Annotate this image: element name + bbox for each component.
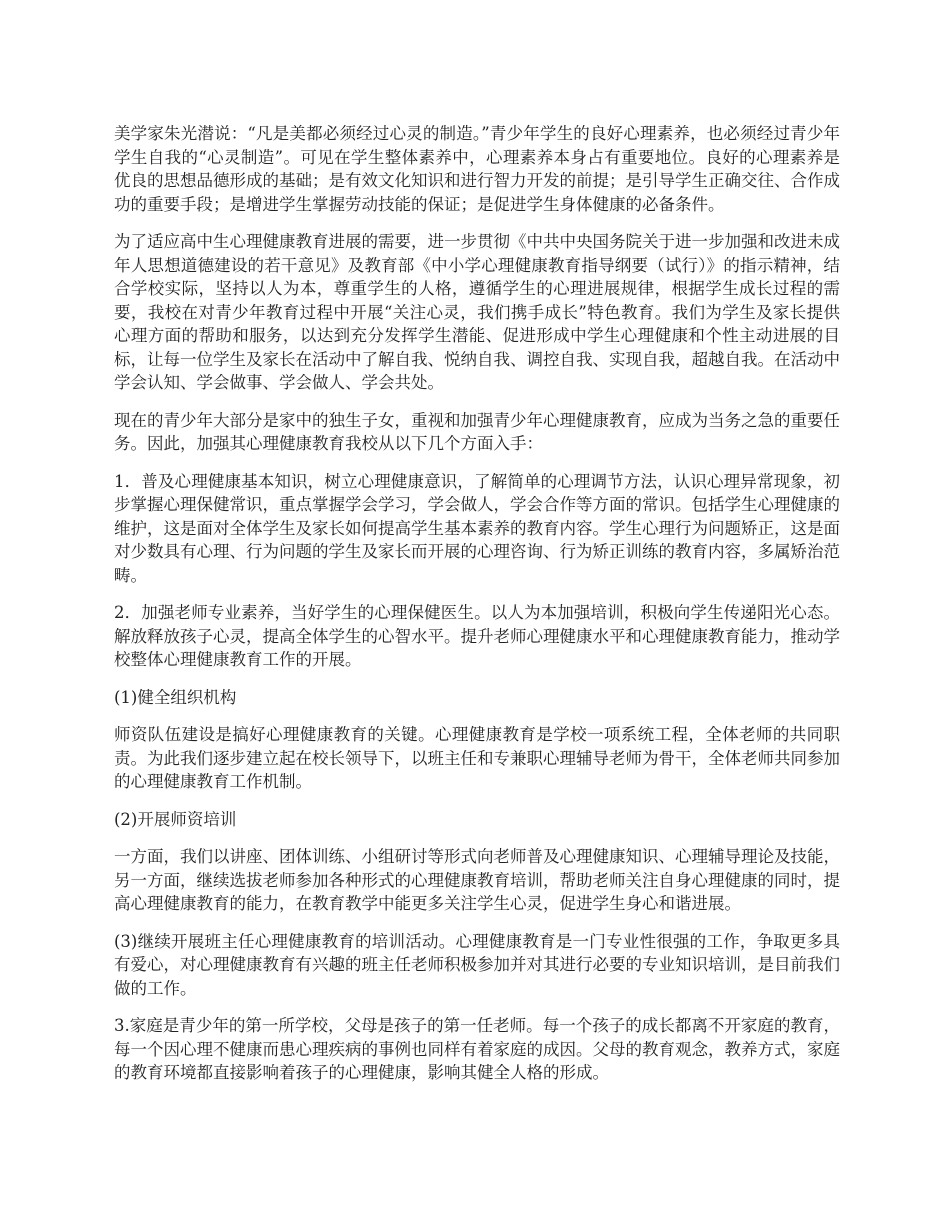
paragraph-intro: 美学家朱光潜说：“凡是美都必须经过心灵的制造。”青少年学生的良好心理素养，也必须经过青少年学生自我的“心灵制造”。可见在学生整体素养中，心理素养本身占有重要地位。良好的心理素养是优良的思想品德形成的基础；是有效文化知识和进行智力开发的前提；是引导学生正确交往、合作成功的重要手段；是增进学生掌握劳动技能的保证；是促进学生身体健康的必备条件。 <box>114 124 840 214</box>
paragraph-point-1: 1．普及心理健康基本知识，树立心理健康意识，了解简单的心理调节方法，认识心理异常现象，初步掌握心理保健常识，重点掌握学会学习，学会做人，学会合作等方面的常识。包括学生心理健康的维护，这是面对全体学生及家长如何提高学生基本素养的教育内容。学生心理行为问题矫正，这是面对少数具有心理、行为问题的学生及家长而开展的心理咨询、行为矫正训练的教育内容，多属矫治范畴。 <box>114 471 840 585</box>
paragraph-point-2: 2．加强老师专业素养，当好学生的心理保健医生。以人为本加强培训，积极向学生传递阳光心态。解放释放孩子心灵，提高全体学生的心智水平。提升老师心理健康水平和心理健康教育能力，推动学校整体心理健康教育工作的开展。 <box>114 603 840 669</box>
document-body <box>114 122 840 1099</box>
subheading-training: (2)开展师资培训 <box>114 809 237 829</box>
paragraph-organization: 师资队伍建设是搞好心理健康教育的关键。心理健康教育是学校一项系统工程，全体老师的共同职责。为此我们逐步建立起在校长领导下，以班主任和专兼职心理辅导老师为骨干，全体老师共同参加的心理健康教育工作机制。 <box>114 725 840 791</box>
paragraph-context: 现在的青少年大部分是家中的独生子女，重视和加强青少年心理健康教育，应成为当务之急的重要任务。因此，加强其心理健康教育我校从以下几个方面入手： <box>114 410 840 453</box>
paragraph-purpose: 为了适应高中生心理健康教育进展的需要，进一步贯彻《中共中央国务院关于进一步加强和改进未成年人思想道德建设的若干意见》及教育部《中小学心理健康教育指导纲要（试行）》的指示精神，结合学校实际，坚持以人为本，尊重学生的人格，遵循学生的心理进展规律，根据学生成长过程的需要，我校在对青少年教育过程中开展“关注心灵，我们携手成长”特色教育。我们为学生及家长提供心理方面的帮助和服务，以达到充分发挥学生潜能、促进形成中学生心理健康和个性主动进展的目标，让每一位学生及家长在活动中了解自我、悦纳自我、调控自我、实现自我，超越自我。在活动中学会认知、学会做事、学会做人、学会共处。 <box>114 232 840 392</box>
paragraph-point-3: 3.家庭是青少年的第一所学校，父母是孩子的第一任老师。每一个孩子的成长都离不开家庭的教育，每一个因心理不健康而患心理疾病的事例也同样有着家庭的成因。父母的教育观念，教养方式，家庭的教育环境都直接影响着孩子的心理健康，影响其健全人格的形成。 <box>114 1016 840 1082</box>
paragraph-training: 一方面，我们以讲座、团体训练、小组研讨等形式向老师普及心理健康知识、心理辅导理论及技能，另一方面，继续选拔老师参加各种形式的心理健康教育培训，帮助老师关注自身心理健康的同时，提高心理健康教育的能力，在教育教学中能更多关注学生心灵，促进学生身心和谐进展。 <box>114 847 840 913</box>
subheading-organization: (1)健全组织机构 <box>114 687 237 707</box>
paragraph-point-2-3: (3)继续开展班主任心理健康教育的培训活动。心理健康教育是一门专业性很强的工作，争取更多具有爱心，对心理健康教育有兴趣的班主任老师积极参加并对其进行必要的专业知识培训，是目前我们做的工作。 <box>114 931 840 998</box>
